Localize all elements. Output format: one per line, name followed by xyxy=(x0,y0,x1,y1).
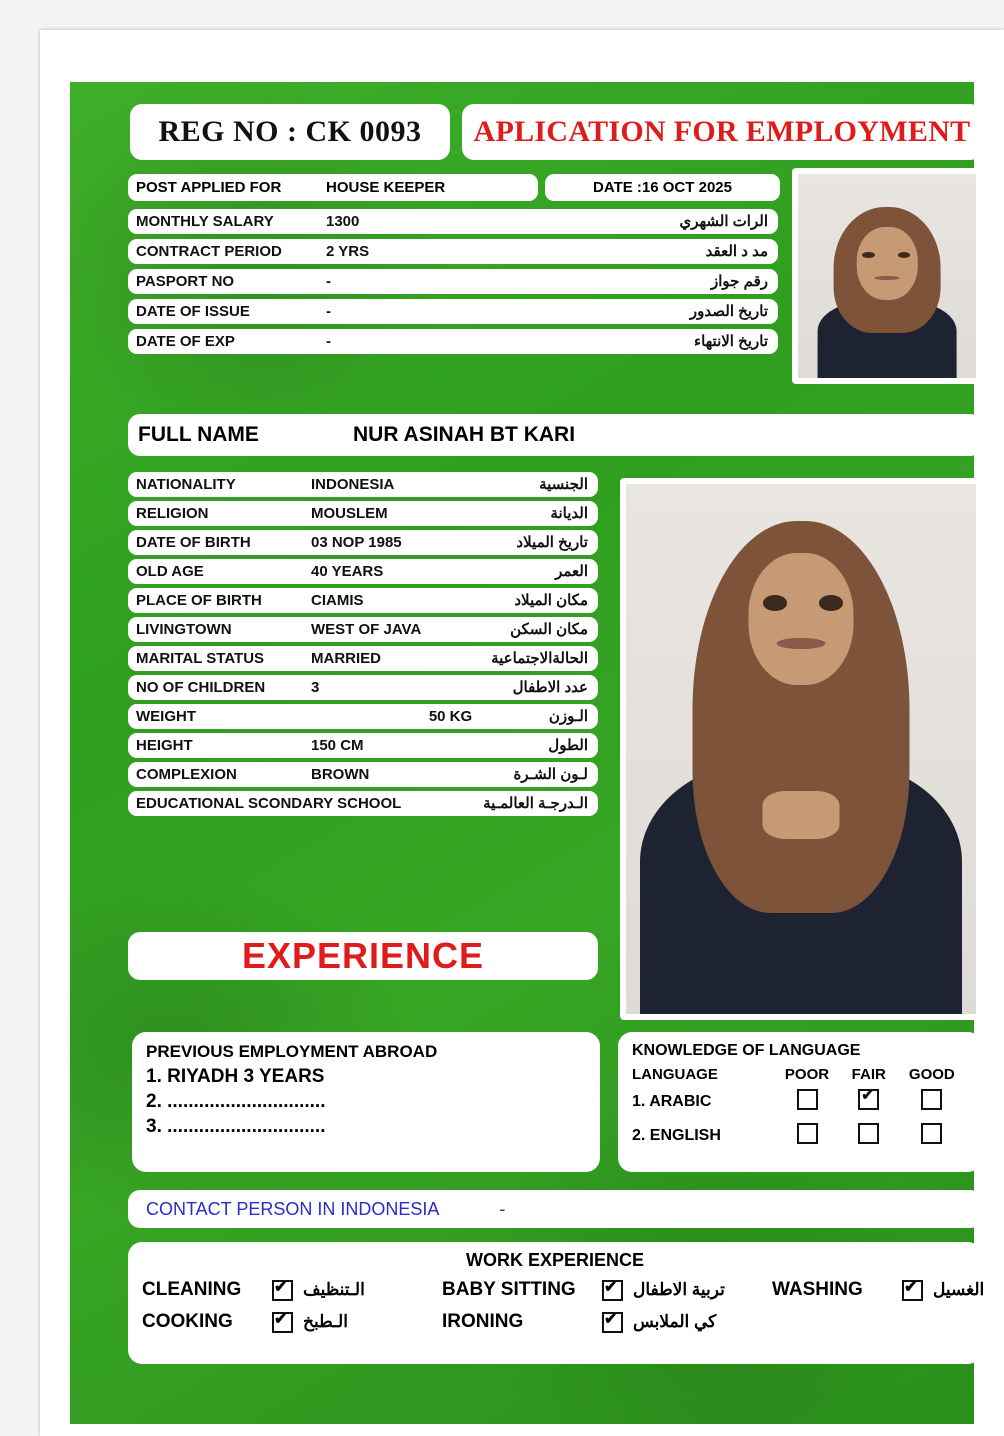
work-item-cleaning[interactable] xyxy=(142,1279,442,1301)
col-poor: POOR xyxy=(784,1066,830,1083)
reg-no-box xyxy=(130,104,450,160)
list-item: 1. RIYADH 3 YEARS xyxy=(146,1066,325,1087)
row-value: 1300 xyxy=(326,213,360,230)
row-arabic: رقم جواز xyxy=(711,273,768,290)
passport-photo xyxy=(792,168,982,384)
checkbox-english-fair[interactable] xyxy=(858,1123,879,1144)
row-label: NATIONALITY xyxy=(136,476,236,493)
row-label: NO OF CHILDREN xyxy=(136,679,266,696)
reg-no-text: REG NO : CK 0093 xyxy=(158,115,422,148)
table-row xyxy=(128,299,778,324)
table-row xyxy=(128,617,598,642)
work-item-ironing[interactable] xyxy=(442,1311,772,1333)
work-item-label: WASHING xyxy=(772,1279,863,1300)
work-experience-box xyxy=(128,1242,985,1364)
bio-rows xyxy=(128,472,598,820)
row-arabic: الجنسية xyxy=(539,476,588,493)
row-value: WEST OF JAVA xyxy=(311,621,422,638)
table-row xyxy=(632,1119,968,1153)
application-sheet xyxy=(40,30,1004,1436)
post-applied-value: HOUSE KEEPER xyxy=(326,179,446,196)
checkbox-english-good[interactable] xyxy=(921,1123,942,1144)
check-icon[interactable] xyxy=(902,1280,923,1301)
education-arabic: الـدرجـة العالمـية xyxy=(483,795,588,812)
table-row xyxy=(128,559,598,584)
row-arabic: الديانة xyxy=(550,505,588,522)
table-row xyxy=(128,762,598,787)
date-value: DATE :16 OCT 2025 xyxy=(593,179,732,196)
row-value: MARRIED xyxy=(311,650,381,667)
education-row xyxy=(128,791,598,816)
row-label: DATE OF ISSUE xyxy=(136,303,250,320)
full-name-value: NUR ASINAH BT KARI xyxy=(353,423,576,446)
row-arabic: مكان الميلاد xyxy=(514,592,588,609)
contact-person-value: - xyxy=(499,1198,506,1219)
col-fair: FAIR xyxy=(851,1066,886,1083)
checkbox-arabic-fair[interactable] xyxy=(858,1089,879,1110)
row-label: OLD AGE xyxy=(136,563,204,580)
top-detail-rows xyxy=(128,209,778,359)
application-title-box xyxy=(462,104,982,160)
row-value: CIAMIS xyxy=(311,592,364,609)
work-item-arabic: الـتنظيف xyxy=(303,1280,365,1299)
table-row xyxy=(128,588,598,613)
row-label: PASPORT NO xyxy=(136,273,235,290)
row-arabic: تاريخ الانتهاء xyxy=(694,333,768,350)
table-row xyxy=(128,472,598,497)
list-item: 3. .............................. xyxy=(146,1116,326,1137)
work-item-label: CLEANING xyxy=(142,1279,242,1300)
row-label: DATE OF EXP xyxy=(136,333,235,350)
checkbox-arabic-poor[interactable] xyxy=(797,1089,818,1110)
row-value: - xyxy=(326,333,331,350)
work-item-arabic: الغسيل xyxy=(933,1280,985,1299)
table-row xyxy=(128,269,778,294)
table-row xyxy=(128,646,598,671)
language-title: KNOWLEDGE OF LANGUAGE xyxy=(632,1042,861,1059)
table-row xyxy=(128,530,598,555)
table-row xyxy=(128,704,598,729)
row-value: INDONESIA xyxy=(311,476,395,493)
row-label: HEIGHT xyxy=(136,737,193,754)
row-value: 50 KG xyxy=(428,708,473,725)
row-arabic: تاريخ الميلاد xyxy=(516,534,588,551)
row-value: - xyxy=(326,303,331,320)
row-value: 3 xyxy=(311,679,320,696)
row-arabic: عدد الاطفال xyxy=(512,679,588,696)
work-item-cooking[interactable] xyxy=(142,1311,442,1333)
row-label: PLACE OF BIRTH xyxy=(136,592,262,609)
col-good: GOOD xyxy=(908,1066,955,1083)
experience-banner xyxy=(128,932,598,980)
work-item-baby-sitting[interactable] xyxy=(442,1279,772,1301)
row-arabic: مكان السكن xyxy=(510,621,588,638)
work-experience-title: WORK EXPERIENCE xyxy=(465,1250,645,1270)
language-header-row xyxy=(632,1064,968,1085)
row-value: 150 CM xyxy=(311,737,364,754)
table-row xyxy=(128,239,778,264)
row-label: LIVINGTOWN xyxy=(136,621,232,638)
language-table xyxy=(632,1064,968,1153)
row-value: BROWN xyxy=(311,766,370,783)
row-arabic: تاريخ الصدور xyxy=(689,303,768,320)
table-row xyxy=(128,501,598,526)
contact-person-box xyxy=(128,1190,982,1228)
row-value: - xyxy=(326,273,331,290)
checkbox-english-poor[interactable] xyxy=(797,1123,818,1144)
row-arabic: لـون الشـرة xyxy=(513,766,588,783)
col-language: LANGUAGE xyxy=(632,1066,718,1083)
full-name-label: FULL NAME xyxy=(138,423,259,446)
row-arabic: الرات الشهري xyxy=(679,213,768,230)
application-title-text: APLICATION FOR EMPLOYMENT xyxy=(473,115,971,148)
work-item-label: COOKING xyxy=(142,1311,233,1332)
work-item-arabic: كي الملابس xyxy=(633,1312,717,1331)
row-value: 2 YRS xyxy=(326,243,370,260)
table-row xyxy=(632,1085,968,1119)
row-label: DATE OF BIRTH xyxy=(136,534,251,551)
check-icon[interactable] xyxy=(272,1280,293,1301)
green-background xyxy=(70,82,985,1424)
table-row xyxy=(128,733,598,758)
list-item: 2. .............................. xyxy=(146,1091,326,1112)
language-name: 1. ARABIC xyxy=(632,1093,712,1110)
work-item-label: IRONING xyxy=(442,1311,524,1332)
education-label: EDUCATIONAL SCONDARY SCHOOL xyxy=(136,795,402,812)
table-row xyxy=(128,675,598,700)
full-name-row xyxy=(128,414,982,456)
row-label: RELIGION xyxy=(136,505,209,522)
row-value: MOUSLEM xyxy=(311,505,388,522)
row-arabic: الطول xyxy=(548,737,588,754)
work-item-label: BABY SITTING xyxy=(442,1279,576,1300)
post-applied-row xyxy=(128,174,538,201)
row-label: COMPLEXION xyxy=(136,766,237,783)
language-knowledge-box xyxy=(618,1032,982,1172)
checkbox-arabic-good[interactable] xyxy=(921,1089,942,1110)
check-icon[interactable] xyxy=(602,1280,623,1301)
row-arabic: الـوزن xyxy=(548,708,588,725)
row-arabic: مد د العقد xyxy=(705,243,768,260)
work-item-arabic: الـطبخ xyxy=(303,1312,348,1331)
row-label: MARITAL STATUS xyxy=(136,650,265,667)
row-arabic: الحالةالاجتماعية xyxy=(491,650,588,667)
table-row xyxy=(128,209,778,234)
row-arabic: العمر xyxy=(555,563,588,580)
work-item-washing[interactable] xyxy=(772,1279,984,1301)
row-label: MONTHLY SALARY xyxy=(136,213,274,230)
table-row xyxy=(128,329,778,354)
post-applied-label: POST APPLIED FOR xyxy=(136,179,282,196)
contact-person-title: CONTACT PERSON IN INDONESIA xyxy=(146,1198,440,1219)
row-label: WEIGHT xyxy=(136,708,196,725)
work-item-arabic: تربية الاطفال xyxy=(633,1280,725,1299)
previous-employment-box xyxy=(132,1032,600,1172)
previous-employment-title: PREVIOUS EMPLOYMENT ABROAD xyxy=(146,1042,438,1061)
row-label: CONTRACT PERIOD xyxy=(136,243,282,260)
date-row xyxy=(545,174,780,201)
full-portrait-photo xyxy=(620,478,982,1020)
experience-banner-text: EXPERIENCE xyxy=(241,935,485,976)
language-name: 2. ENGLISH xyxy=(632,1127,721,1144)
row-value: 40 YEARS xyxy=(311,563,384,580)
check-icon[interactable] xyxy=(602,1312,623,1333)
row-value: 03 NOP 1985 xyxy=(311,534,402,551)
check-icon[interactable] xyxy=(272,1312,293,1333)
